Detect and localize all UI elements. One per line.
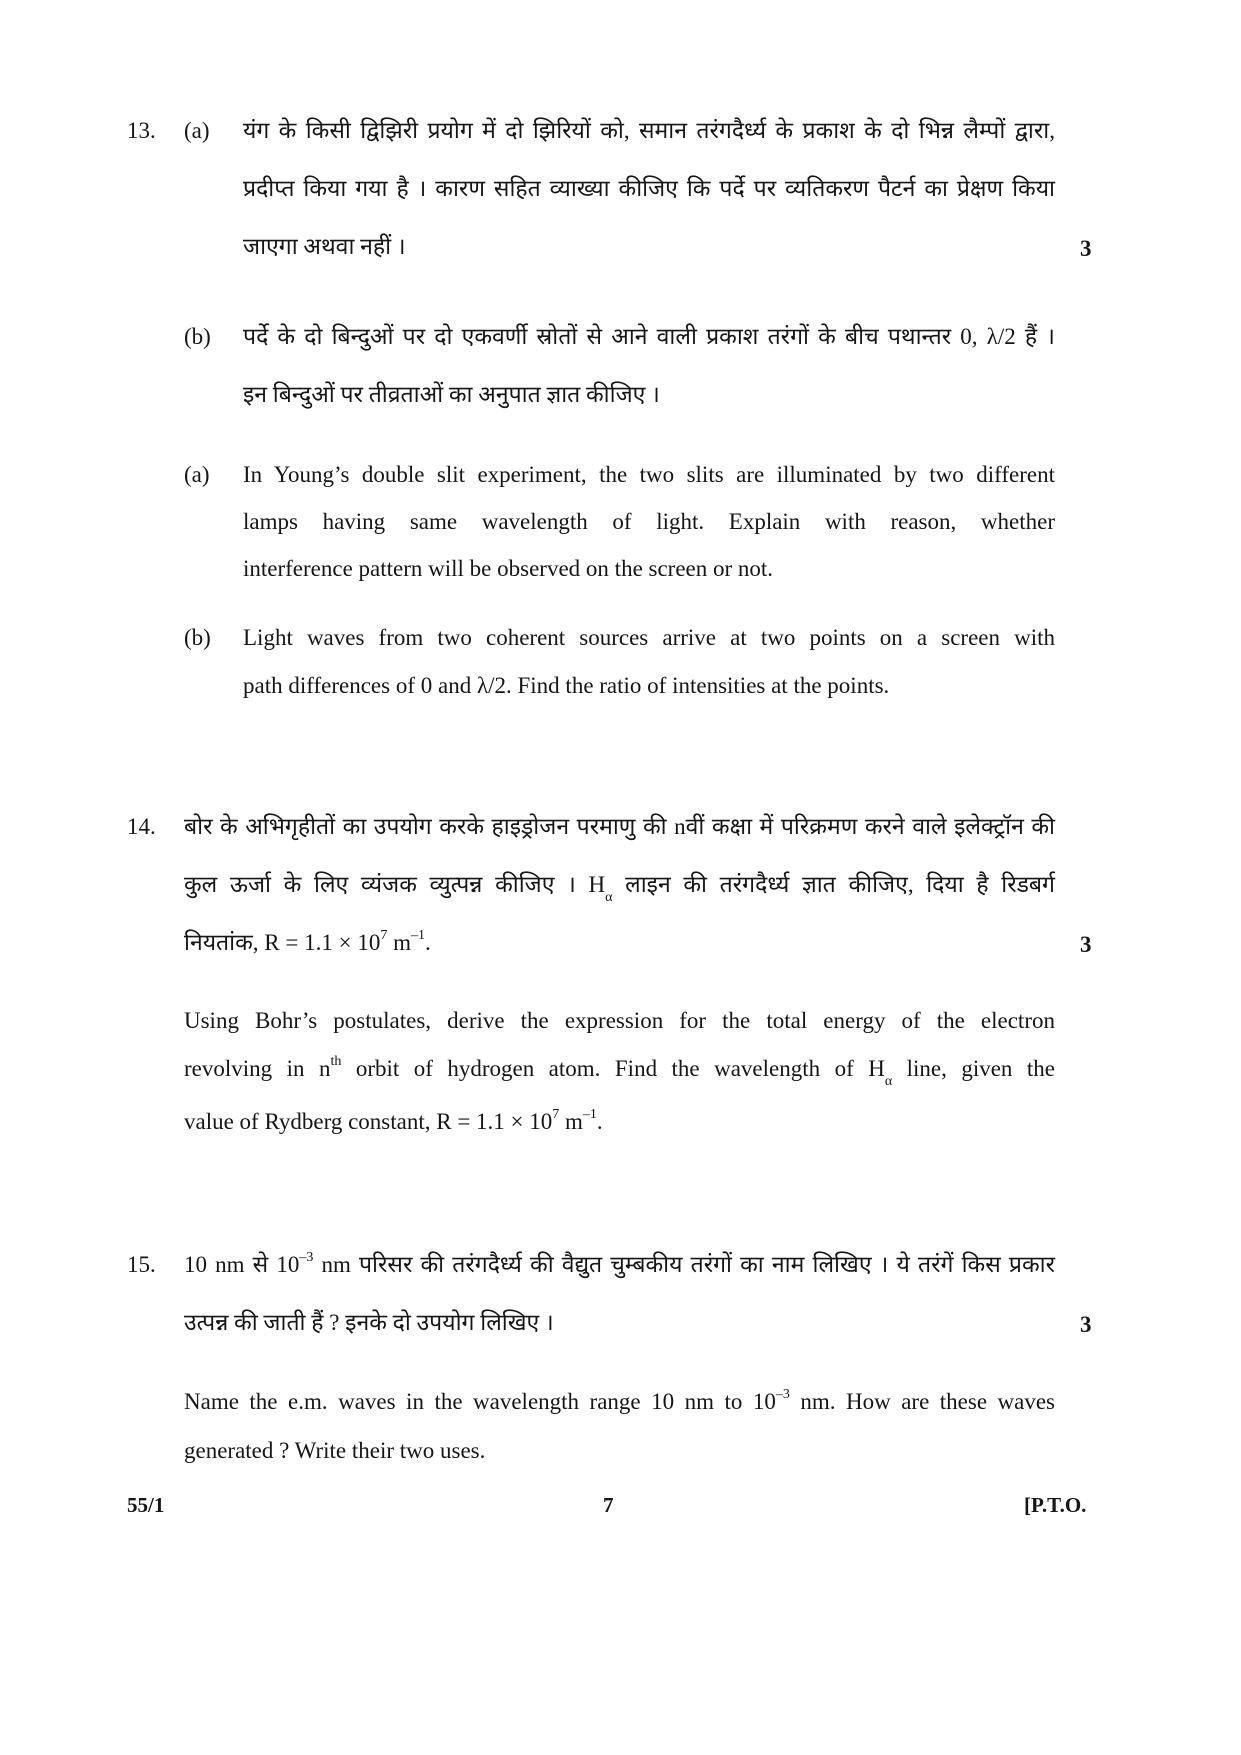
question-13-number: 13.	[127, 118, 156, 143]
q13-english-a-label: (a)	[184, 462, 210, 487]
footer-pto: [P.T.O.	[1024, 1493, 1087, 1517]
q14-hindi-line1: बोर के अभिगृहीतों का उपयोग करके हाइड्रोजन परमाणु की nवीं कक्षा में परिक्रमण करने वाले इलेक्ट्रॉन की	[184, 814, 1055, 839]
question-15-number: 15.	[127, 1252, 156, 1277]
q13-english-b-line2: path differences of 0 and λ/2. Find the ratio of intensities at the points.	[243, 673, 890, 698]
q13-hindi-a-label: (a)	[184, 118, 210, 143]
q15-marks: 3	[1080, 1312, 1092, 1337]
q13-hindi-b-line1: पर्दे के दो बिन्दुओं पर दो एकवर्णी स्रोतों से आने वाली प्रकाश तरंगों के बीच पथान्तर 0, λ/2 हैं ।	[243, 324, 1055, 349]
q14-hindi-line3: नियतांक, $R = 1.1 \times 10^7$ $m^{-1}$.	[184, 928, 431, 955]
q13-hindi-a-line2: प्रदीप्त किया गया है । कारण सहित व्याख्या कीजिए कि पर्दे पर व्यतिकरण पैटर्न का प्रेक्षण किया	[243, 176, 1055, 201]
footer-page-number: 7	[603, 1493, 614, 1517]
q13-hindi-b-line2: इन बिन्दुओं पर तीव्रताओं का अनुपात ज्ञात कीजिए ।	[243, 382, 660, 407]
q13-english-b-line1: Light waves from two coherent sources arrive at two points on a screen with	[243, 625, 1055, 650]
q15-hindi-line1: 10 nm से $10^{-3}$ nm परिसर की तरंगदैर्ध्य की वैद्युत चुम्बकीय तरंगों का नाम लिखिए । ये तरंगें किस प्रकार	[184, 1250, 1055, 1277]
q13-marks: 3	[1080, 236, 1092, 261]
q13-english-a-line2: lamps having same wavelength of light. Explain with reason, whether	[243, 509, 1055, 534]
q13-hindi-a-line1: यंग के किसी द्विझिरी प्रयोग में दो झिरियों को, समान तरंगदैर्ध्य के प्रकाश के दो भिन्न लैम्पों द्वारा,	[243, 118, 1055, 143]
question-14-number: 14.	[127, 814, 156, 839]
q13-hindi-a-line3: जाएगा अथवा नहीं ।	[243, 234, 406, 259]
q13-english-b-label: (b)	[184, 625, 211, 650]
q13-english-a-line3: interference pattern will be observed on the screen or not.	[243, 556, 774, 581]
q14-hindi-line2: कुल ऊर्जा के लिए व्यंजक व्युत्पन्न कीजिए । $H_\alpha$ लाइन की तरंगदैर्ध्य ज्ञात कीजिए, दिया है रिडबर्ग	[184, 872, 1055, 905]
q14-marks: 3	[1080, 932, 1092, 957]
q13-english-a-line1: In Young’s double slit experiment, the two slits are illuminated by two different	[243, 462, 1055, 487]
q15-hindi-line2: उत्पन्न की जाती हैं ? इनके दो उपयोग लिखिए ।	[184, 1310, 554, 1335]
q13-hindi-b-label: (b)	[184, 324, 211, 349]
q15-english-line1: Name the e.m. waves in the wavelength range 10 nm to $10^{-3}$ nm. How are these waves	[184, 1387, 1056, 1414]
footer-paper-code: 55/1	[127, 1493, 165, 1517]
q14-english-line2: revolving in $n^{th}$ orbit of hydrogen atom. Find the wavelength of $H_\alpha$ line, given the	[184, 1054, 1055, 1089]
q14-english-line3: value of Rydberg constant, $R = 1.1 \times 10^7$ $m^{-1}$.	[184, 1107, 603, 1134]
q15-english-line2: generated ? Write their two uses.	[184, 1438, 486, 1463]
q14-english-line1: Using Bohr’s postulates, derive the expression for the total energy of the electron	[184, 1008, 1055, 1033]
